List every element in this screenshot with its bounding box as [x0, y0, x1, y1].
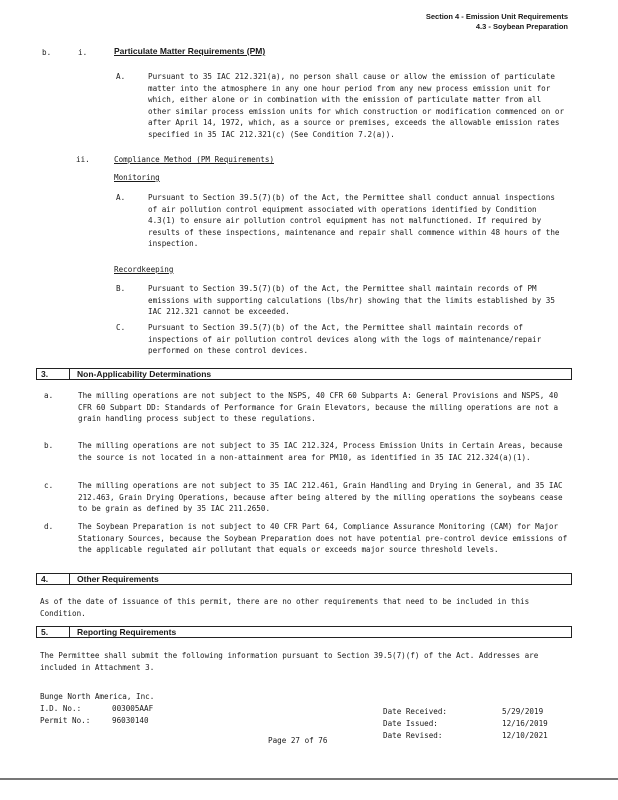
section-3-number: 3.	[41, 369, 70, 379]
footer-id-value: 003005AAF	[112, 704, 154, 713]
footer-received-label: Date Received:	[383, 707, 448, 716]
non-applicability-a-label: a.	[44, 391, 54, 400]
footer-issued-value: 12/16/2019	[502, 719, 548, 728]
non-applicability-b-label: b.	[44, 441, 54, 450]
footer-received-value: 5/29/2019	[502, 707, 544, 716]
reporting-requirements-text: The Permittee shall submit the following information pursuant to Section 39.5(7)(f) of the Act. Addresses are included in Attachment 3.	[40, 651, 539, 672]
non-applicability-c-label: c.	[44, 481, 54, 490]
item-A-label: A.	[116, 72, 126, 81]
item-b-label: b.	[42, 48, 52, 57]
footer-revised-value: 12/10/2021	[502, 731, 548, 740]
section-4-header	[36, 573, 572, 585]
pm-requirements-title: Particulate Matter Requirements (PM)	[114, 46, 266, 56]
footer-permit-value: 96030140	[112, 716, 149, 725]
non-applicability-d-text: The Soybean Preparation is not subject to 40 CFR Part 64, Compliance Assurance Monitoring (CAM) for Major Stationary Sources, because the Soybean Preparation does not have potential pre-control device emissions of the applicable regulated air pollutant that equals or exceeds major source threshold levels.	[78, 522, 568, 555]
compliance-method-title: Compliance Method (PM Requirements)	[114, 155, 275, 164]
recordkeeping-B-text: Pursuant to Section 39.5(7)(b) of the Act, the Permittee shall maintain records of PM emissions with supporting calculations (lbs/hr) showing that the limits established by 35 IAC 212.321 cannot be exceeded.	[148, 284, 555, 317]
pm-requirement-text: Pursuant to 35 IAC 212.321(a), no person shall cause or allow the emission of particulate matter into the atmosphere in any one hour period from any new process emission unit for which, either alone or in combination with the emission of particulate matter from all other similar process emission units for which construction or modification commenced on or after April 14, 1972, which, as a source or premises, exceeds the allowable emission rates specified in 35 IAC 212.321(c) (See Condition 7.2(a)).	[148, 72, 565, 139]
section-5-number: 5.	[41, 627, 70, 637]
section-4-number: 4.	[41, 574, 70, 584]
header-subsection: 4.3 - Soybean Preparation	[475, 21, 568, 31]
scan-edge-line	[0, 778, 618, 780]
section-5-header	[36, 626, 572, 638]
item-C-label: C.	[116, 323, 126, 332]
section-4-title: Other Requirements	[77, 574, 159, 584]
header-section: Section 4 - Emission Unit Requirements	[425, 12, 568, 21]
section-3-title: Non-Applicability Determinations	[77, 369, 212, 379]
recordkeeping-heading: Recordkeeping	[114, 265, 174, 274]
footer-issued-label: Date Issued:	[383, 719, 438, 728]
footer-company: Bunge North America, Inc.	[40, 692, 155, 701]
running-header	[426, 12, 568, 31]
section-3-header	[36, 368, 572, 380]
footer-id-label: I.D. No.:	[40, 704, 82, 713]
item-B-label: B.	[116, 284, 126, 293]
recordkeeping-C-text: Pursuant to Section 39.5(7)(b) of the Act, the Permittee shall maintain records of inspections of air pollution control devices along with the logs of maintenance/repair performed on these control devices.	[148, 323, 542, 356]
item-i-label: i.	[78, 48, 88, 57]
page-number: Page 27 of 76	[268, 736, 328, 745]
monitoring-text: Pursuant to Section 39.5(7)(b) of the Act, the Permittee shall conduct annual inspections of air pollution control equipment associated with operations identified by Condition 4.3(1) to ensure air pollution control equipment has not malfunctioned. If required by results of these inspections, maintenance and repair shall commence within 48 hours of the inspection.	[148, 193, 560, 249]
non-applicability-c-text: The milling operations are not subject to 35 IAC 212.461, Grain Handling and Drying in General, and 35 IAC 212.463, Grain Drying Operations, because after being altered by the milling operations the soybeans cease to be grain as defined by 35 IAC 211.2650.	[78, 481, 563, 514]
non-applicability-b-text: The milling operations are not subject to 35 IAC 212.324, Process Emission Units in Certain Areas, because the source is not located in a non-attainment area for PM10, as identified in 35 IAC 212.324(a)(1).	[78, 441, 563, 462]
non-applicability-a-text: The milling operations are not subject to the NSPS, 40 CFR 60 Subparts A: General Provisions and NSPS, 40 CFR 60 Subpart DD: Standards of Performance for Grain Elevators, because the milling operations are not a grain handling process subject to these regulations.	[78, 391, 559, 424]
footer-revised-label: Date Revised:	[383, 731, 443, 740]
non-applicability-d-label: d.	[44, 522, 54, 531]
footer-permit-label: Permit No.:	[40, 716, 91, 725]
item-ii-label: ii.	[76, 155, 90, 164]
item-monitoring-A-label: A.	[116, 193, 126, 202]
section-5-title: Reporting Requirements	[77, 627, 177, 637]
other-requirements-text: As of the date of issuance of this permit, there are no other requirements that need to be included in this Condition.	[40, 597, 530, 618]
monitoring-heading: Monitoring	[114, 173, 160, 182]
